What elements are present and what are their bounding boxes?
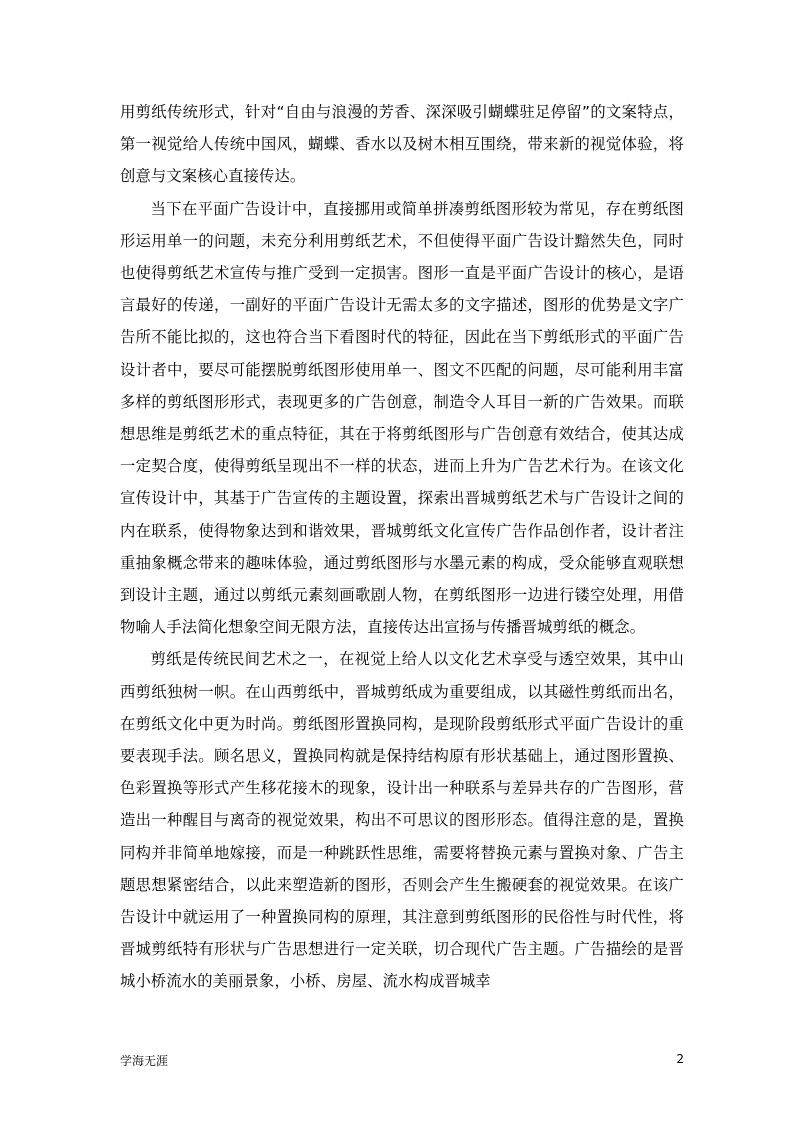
paragraph-3: 剪纸是传统民间艺术之一，在视觉上给人以文化艺术享受与透空效果，其中山西剪纸独树一帜。在山西剪纸中，晋城剪纸成为重要组成，以其磁性剪纸而出名，在剪纸文化中更为时尚。剪纸图形置换同构，是现阶段剪纸形式平面广告设计的重要表现手法。顾名思义，置换同构就是保持结构原有形状基础上，通过图形置换、色彩置换等形式产生移花接木的现象，设计出一种联系与差异共存的广告图形，营造出一种醒目与离奇的视觉效果，构出不可思议的图形形态。值得注意的是，置换同构并非简单地嫁接，而是一种跳跃性思维，需要将替换元素与置换对象、广告主题思想紧密结合，以此来塑造新的图形，否则会产生生搬硬套的视觉效果。在该广告设计中就运用了一种置换同构的原理，其注意到剪纸图形的民俗性与时代性，将晋城剪纸特有形状与广告思想进行一定关联，切合现代广告主题。广告描绘的是晋城小桥流水的美丽景象，小桥、房屋、流水构成晋城幸: [120, 650, 684, 991]
paragraph-2: 当下在平面广告设计中，直接挪用或简单拼凑剪纸图形较为常见，存在剪纸图形运用单一的问题，未充分利用剪纸艺术，不但使得平面广告设计黯然失色，同时也使得剪纸艺术宣传与推广受到一定损害。图形一直是平面广告设计的核心，是语言最好的传递，一副好的平面广告设计无需太多的文字描述，图形的优势是文字广告所不能比拟的，这也符合当下看图时代的特征，因此在当下剪纸形式的平面广告设计者中，要尽可能摆脱剪纸图形使用单一、图文不匹配的问题，尽可能利用丰富多样的剪纸图形形式，表现更多的广告创意，制造令人耳目一新的广告效果。而联想思维是剪纸艺术的重点特征，其在于将剪纸图形与广告创意有效结合，使其达成一定契合度，使得剪纸呈现出不一样的状态，进而上升为广告艺术行为。在该文化宣传设计中，其基于广告宣传的主题设置，探索出晋城剪纸艺术与广告设计之间的内在联系，使得物象达到和谐效果，晋城剪纸文化宣传广告作品创作者，设计者注重抽象概念带来的趣味体验，通过剪纸图形与水墨元素的构成，受众能够直观联想到设计主题，通过以剪纸元素刻画歌剧人物，在剪纸图形一边进行镂空处理，用借物喻人手法简化想象空间无限方法，直接传达出宣扬与传播晋城剪纸的概念。: [120, 199, 684, 637]
body-text: [120, 96, 684, 998]
page-number: 2: [676, 1052, 684, 1066]
footer-motto: 学海无涯: [120, 1054, 169, 1068]
paragraph-1: 用剪纸传统形式，针对“自由与浪漫的芳香、深深吸引蝴蝶驻足停留”的文案特点，第一视觉给人传统中国风，蝴蝶、香水以及树木相互围绕，带来新的视觉体验，将创意与文案核心直接传达。: [120, 103, 684, 186]
